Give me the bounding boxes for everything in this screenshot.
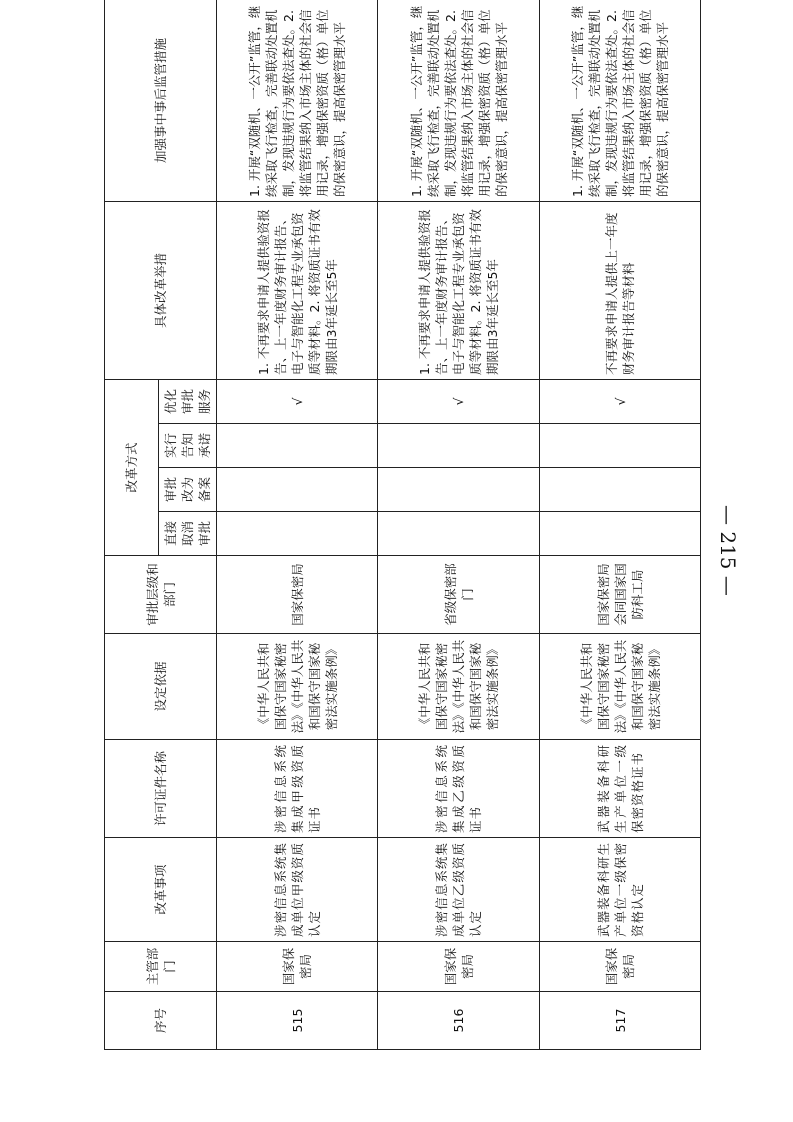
- row-check-record: [217, 468, 378, 512]
- row-check-commit: [540, 424, 701, 468]
- row-seq: 517: [540, 992, 701, 1050]
- row-seq: 516: [378, 992, 540, 1050]
- row-level: 国家保密局会同国家国防科工局: [540, 556, 701, 634]
- table-row: [540, 0, 701, 1050]
- header-dept: 主管部门: [105, 942, 217, 992]
- row-supervision: 1. 开展“双随机、一公开”监管，继续采取飞行检查，完善联动处置机制，发现违规行为要依法查处。2. 将监管结果纳入市场主体的社会信用记录，增强保密资质（格）单位的保密意识，提高保密管理水平: [378, 0, 540, 201]
- rotated-table-wrapper: [104, 5, 694, 1050]
- header-mode-cancel: 直接取消审批: [159, 512, 217, 556]
- row-check-cancel: [378, 512, 540, 556]
- row-dept: 国家保密局: [378, 942, 540, 992]
- row-basis: 《中华人民共和国保守国家秘密法》《中华人民共和国保守国家秘密法实施条例》: [540, 634, 701, 740]
- row-dept: 国家保密局: [217, 942, 378, 992]
- table-row: [378, 0, 540, 1050]
- header-item: 改革事项: [105, 838, 217, 942]
- row-check-cancel: [217, 512, 378, 556]
- row-check-optimize: √: [378, 379, 540, 423]
- row-check-optimize: √: [540, 379, 701, 423]
- header-mode-record: 审批改为备案: [159, 468, 217, 512]
- row-supervision: 1. 开展“双随机、一公开”监管，继续采取飞行检查，完善联动处置机制，发现违规行为要依法查处。2. 将监管结果纳入市场主体的社会信用记录，增强保密资质（格）单位的保密意识，提高保密管理水平: [540, 0, 701, 201]
- row-basis: 《中华人民共和国保守国家秘密法》《中华人民共和国保守国家秘密法实施条例》: [217, 634, 378, 740]
- row-check-commit: [378, 424, 540, 468]
- row-measures: 不再要求申请人提供上一年度财务审计报告等材料: [540, 201, 701, 379]
- header-level: 审批层级和部门: [105, 556, 217, 634]
- row-basis: 《中华人民共和国保守国家秘密法》《中华人民共和国保守国家秘密法实施条例》: [378, 634, 540, 740]
- header-permit: 许可证件名称: [105, 740, 217, 838]
- row-check-commit: [217, 424, 378, 468]
- row-check-optimize: √: [217, 379, 378, 423]
- row-seq: 515: [217, 992, 378, 1050]
- row-measures: 1. 不再要求申请人提供验资报告、上一年度财务审计报告、电子与智能化工程专业承包资质等材料。2. 将资质证书有效期限由3年延长至5年: [378, 201, 540, 379]
- row-level: 国家保密局: [217, 556, 378, 634]
- row-permit: 涉密信息系统集成乙级资质证书: [378, 740, 540, 838]
- row-check-record: [540, 468, 701, 512]
- page-number: — 215 —: [716, 504, 740, 596]
- reform-table: [104, 0, 701, 1050]
- row-measures: 1. 不再要求申请人提供验资报告、上一年度财务审计报告、电子与智能化工程专业承包资质等材料。2. 将资质证书有效期限由3年延长至5年: [217, 201, 378, 379]
- row-item: 涉密信息系统集成单位甲级资质认定: [217, 838, 378, 942]
- header-supervision: 加强事中事后监管措施: [105, 0, 217, 201]
- row-item: 涉密信息系统集成单位乙级资质认定: [378, 838, 540, 942]
- header-mode: 改革方式: [105, 379, 159, 555]
- header-basis: 设定依据: [105, 634, 217, 740]
- row-supervision: 1. 开展“双随机、一公开”监管，继续采取飞行检查，完善联动处置机制，发现违规行为要依法查处。2. 将监管结果纳入市场主体的社会信用记录，增强保密资质（格）单位的保密意识，提高保密管理水平: [217, 0, 378, 201]
- row-permit: 涉密信息系统集成甲级资质证书: [217, 740, 378, 838]
- row-level: 省级保密部门: [378, 556, 540, 634]
- header-mode-optimize: 优化审批服务: [159, 379, 217, 423]
- header-seq: 序号: [105, 992, 217, 1050]
- row-check-record: [378, 468, 540, 512]
- row-check-cancel: [540, 512, 701, 556]
- row-item: 武器装备科研生产单位一级保密资格认定: [540, 838, 701, 942]
- row-dept: 国家保密局: [540, 942, 701, 992]
- header-measures: 具体改革举措: [105, 201, 217, 379]
- row-permit: 武器装备科研生产单位一级保密资格证书: [540, 740, 701, 838]
- table-row: [217, 0, 378, 1050]
- header-mode-commit: 实行告知承诺: [159, 424, 217, 468]
